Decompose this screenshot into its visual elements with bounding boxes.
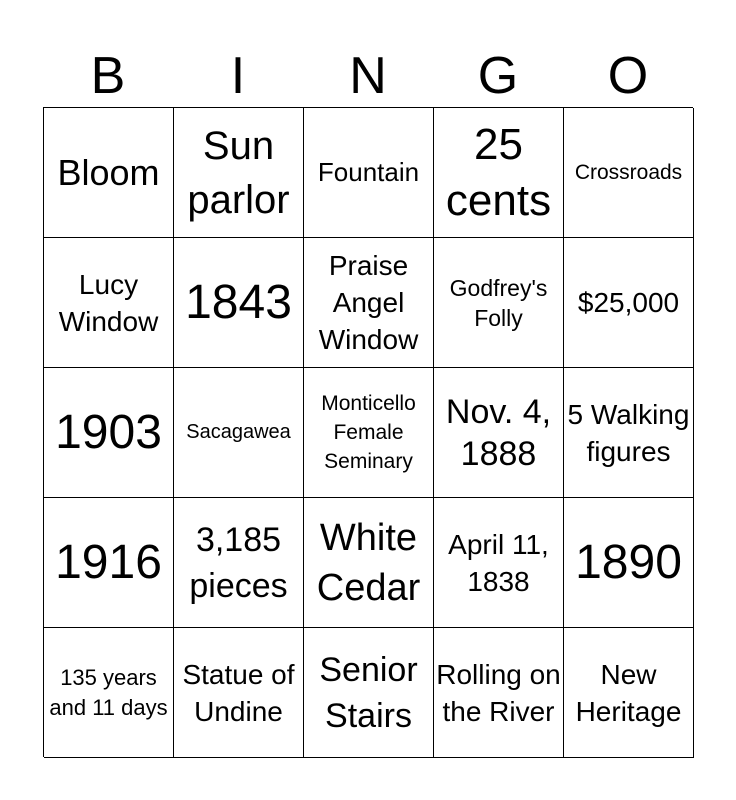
cell-text: 3,185 pieces xyxy=(189,520,288,605)
header-letter-n: N xyxy=(349,47,387,105)
bingo-cell[interactable] xyxy=(44,498,174,628)
header-letter-i: I xyxy=(230,47,246,105)
bingo-cell[interactable] xyxy=(304,238,434,368)
bingo-cell[interactable] xyxy=(564,108,694,238)
cell-text: 5 Walking figures xyxy=(567,398,690,467)
bingo-header xyxy=(43,44,693,108)
cell-text: Praise Angel Window xyxy=(318,250,419,355)
cell-text: Statue of Undine xyxy=(182,658,295,727)
bingo-cell[interactable] xyxy=(174,628,304,758)
cell-text: $25,000 xyxy=(577,287,680,318)
cell-text: Godfrey's Folly xyxy=(449,274,548,331)
bingo-cell[interactable] xyxy=(304,108,434,238)
bingo-cell[interactable] xyxy=(304,628,434,758)
cell-text: Bloom xyxy=(57,151,160,193)
cell-text: Sun parlor xyxy=(187,123,290,222)
cell-text: April 11, 1838 xyxy=(448,528,549,597)
bingo-cell[interactable] xyxy=(174,368,304,498)
bingo-cell[interactable] xyxy=(44,368,174,498)
cell-text: 1903 xyxy=(55,405,162,459)
bingo-cell[interactable] xyxy=(44,628,174,758)
bingo-cell[interactable] xyxy=(434,628,564,758)
cell-text: Nov. 4, 1888 xyxy=(445,392,552,473)
bingo-cell[interactable] xyxy=(564,238,694,368)
cell-text: Senior Stairs xyxy=(319,650,418,735)
bingo-cell[interactable] xyxy=(434,108,564,238)
bingo-cell[interactable] xyxy=(174,498,304,628)
bingo-cell[interactable] xyxy=(434,368,564,498)
cell-text: 1843 xyxy=(185,275,292,329)
bingo-cell[interactable] xyxy=(564,628,694,758)
bingo-cell[interactable] xyxy=(564,498,694,628)
bingo-cell[interactable] xyxy=(434,238,564,368)
header-letter-o: O xyxy=(607,47,649,105)
bingo-cell[interactable] xyxy=(564,368,694,498)
header-letter-g: G xyxy=(477,47,519,105)
bingo-cell[interactable] xyxy=(304,498,434,628)
bingo-cell[interactable] xyxy=(44,238,174,368)
bingo-cell[interactable] xyxy=(434,498,564,628)
cell-text: Fountain xyxy=(317,157,420,187)
cell-text: Crossroads xyxy=(574,161,683,184)
cell-text: White Cedar xyxy=(316,516,421,609)
cell-text: Lucy Window xyxy=(58,268,159,337)
cell-text: Sacagawea xyxy=(186,421,291,443)
cell-text: New Heritage xyxy=(575,658,682,727)
bingo-cell[interactable] xyxy=(174,108,304,238)
cell-text: 1916 xyxy=(55,535,162,589)
bingo-cell[interactable] xyxy=(304,368,434,498)
cell-text: Rolling on the River xyxy=(436,658,561,727)
bingo-cell[interactable] xyxy=(174,238,304,368)
bingo-cell[interactable] xyxy=(44,108,174,238)
header-letter-b: B xyxy=(90,47,126,105)
cell-text: 25 cents xyxy=(445,119,552,225)
cell-text: 1890 xyxy=(575,535,682,589)
cell-text: 135 years and 11 days xyxy=(49,664,168,720)
bingo-grid xyxy=(43,107,693,757)
cell-text: Monticello Female Seminary xyxy=(321,392,416,473)
